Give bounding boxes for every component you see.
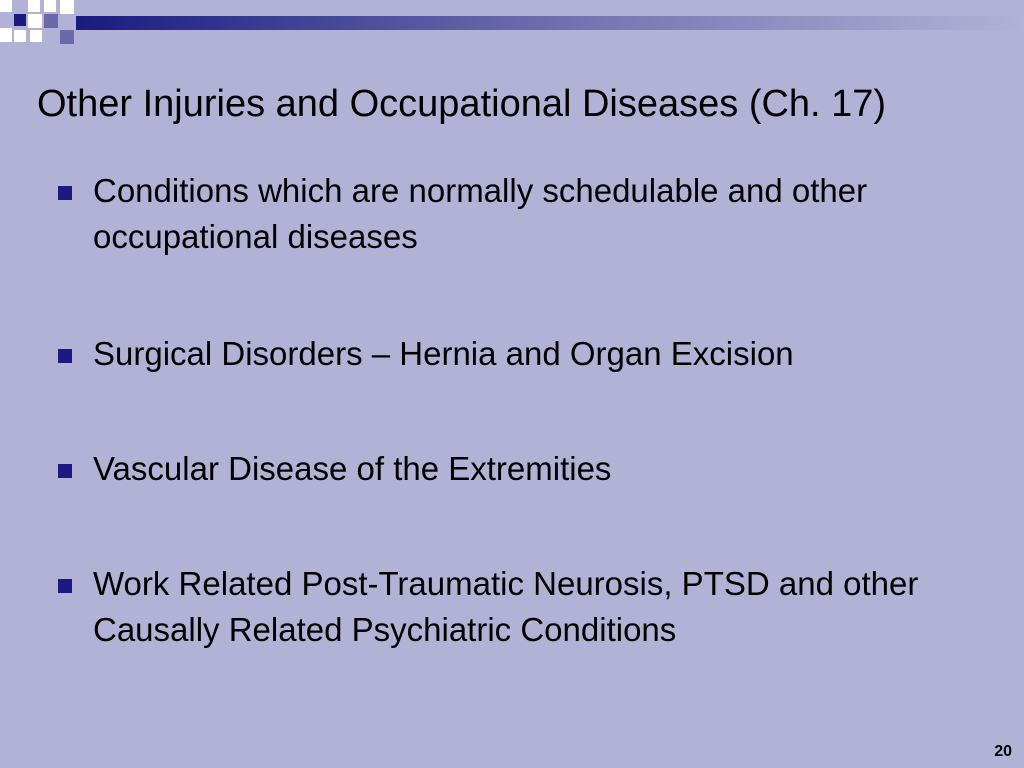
square-bullet-icon xyxy=(58,186,72,200)
square-bullet-icon xyxy=(58,464,72,478)
bullet-text: Conditions which are normally schedulable and other occupational diseases xyxy=(93,172,868,255)
bullet-text: Surgical Disorders – Hernia and Organ Excision xyxy=(93,335,794,372)
page-number: 20 xyxy=(994,743,1012,760)
square-bullet-icon xyxy=(58,579,72,593)
bullet-text: Work Related Post-Traumatic Neurosis, PTSD and other Causally Related Psychiatric Conditions xyxy=(93,565,919,648)
square-bullet-icon xyxy=(58,349,72,363)
bullet-text: Vascular Disease of the Extremities xyxy=(93,450,612,487)
slide-title: Other Injuries and Occupational Diseases (Ch. 17) xyxy=(37,83,887,125)
header-checker-decoration xyxy=(0,0,1024,48)
